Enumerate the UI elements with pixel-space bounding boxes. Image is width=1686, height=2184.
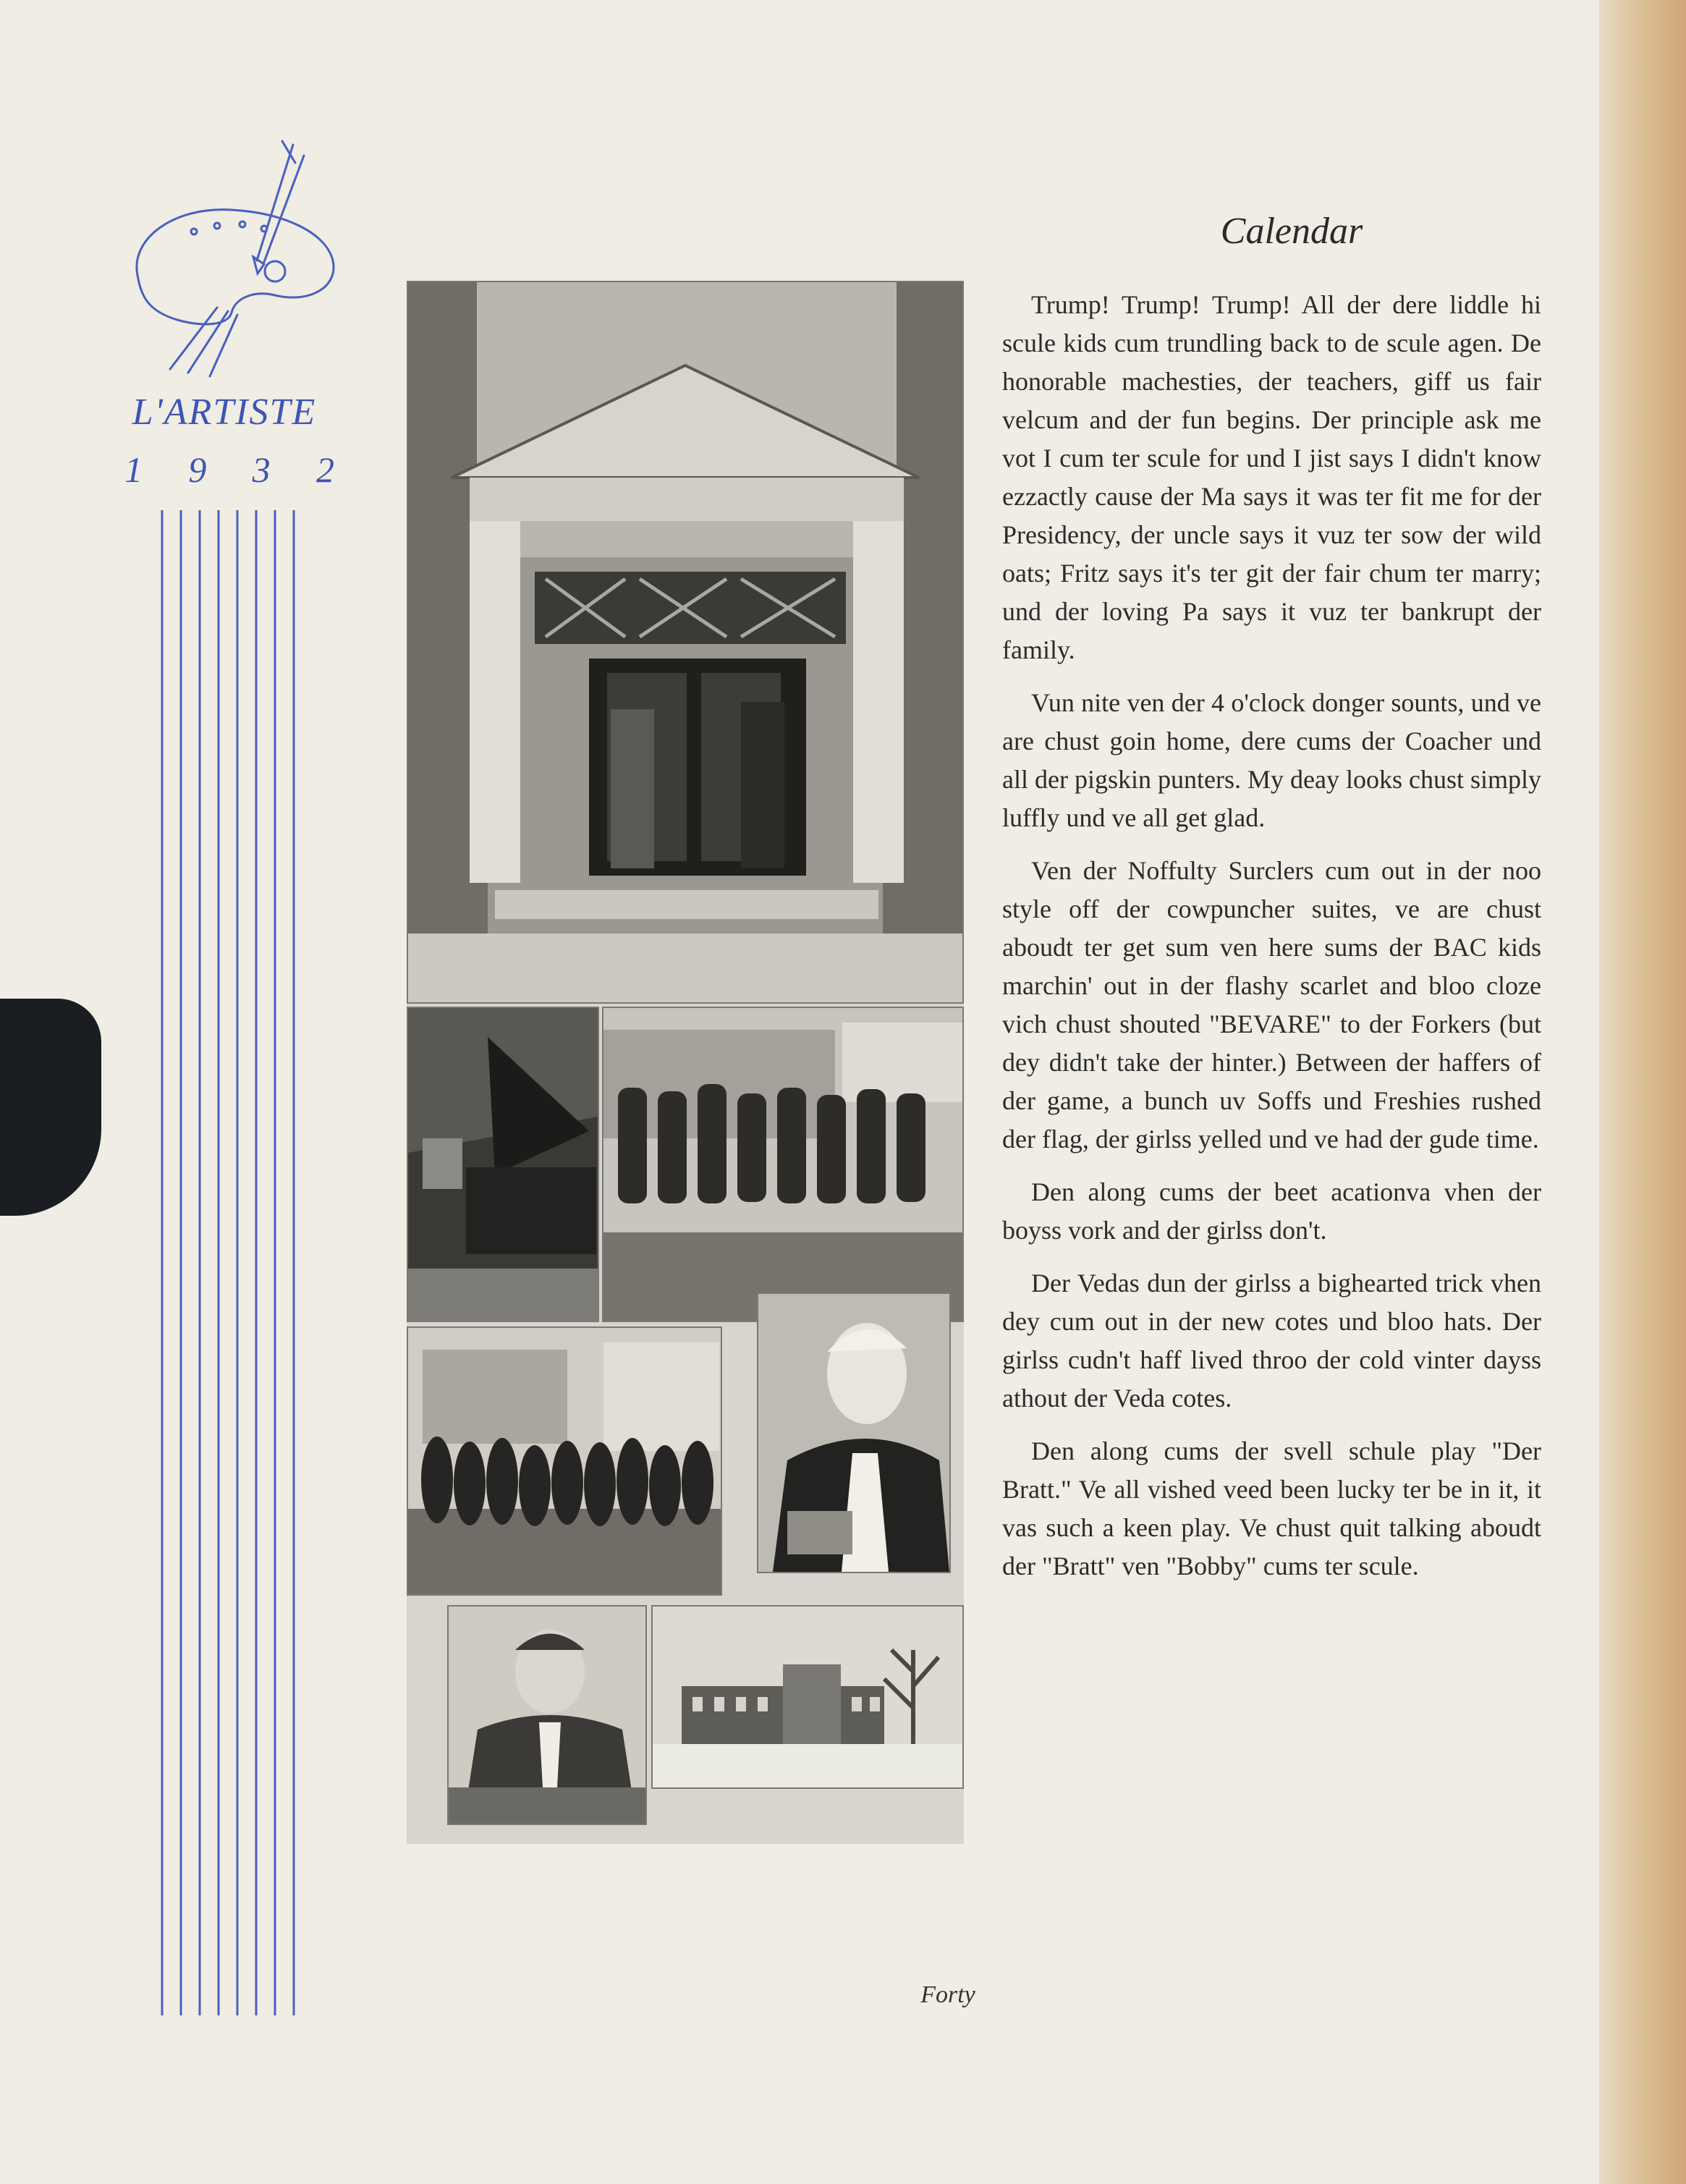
photo-school-entrance <box>407 281 964 1004</box>
article-paragraph: Vun nite ven der 4 o'clock donger sounts, und ve are chust goin home, dere cums der Coacher und all der pigskin punters. My deay looks chust simply luffly und ve all get glad. <box>1002 688 1541 832</box>
photo-man-at-desk <box>447 1605 647 1825</box>
photo-girls-group-lawn <box>407 1326 722 1596</box>
article-paragraph: Trump! Trump! Trump! All der dere liddle hi scule kids cum trundling back to de scule agen. De honorable machesties, der teachers, giff us fair velcum and der fun begins. Der principle ask me vot I cum ter scule for und I jist says I didn't know ezzactly cause der Ma says it was ter fit me for der Presidency, der uncle says it vuz ter sow der wild oats; Fritz says it's ter git der fair chum ter marry; und der loving Pa says it vuz ter bankrupt der family. <box>1002 290 1541 664</box>
article-paragraph: Der Vedas dun der girlss a bighearted trick vhen dey cum out in der new cotes und bloo hats. Der girlss cudn't haff lived throo der cold vinter dayss athout der Veda cotes. <box>1002 1269 1541 1413</box>
year-digit: 2 <box>315 449 334 490</box>
page-number: Forty <box>920 1981 975 2008</box>
yearbook-title: L'ARTISTE <box>132 391 317 433</box>
article-paragraph: Den along cums der beet acationva vhen der boyss vork and der girlss don't. <box>1002 1177 1541 1245</box>
photo-young-man-portrait <box>757 1292 951 1573</box>
photo-pianist <box>407 1007 599 1322</box>
page-edge <box>1599 0 1686 2184</box>
photo-collage <box>407 281 964 1844</box>
binder-clip-shadow <box>0 999 101 1216</box>
article-paragraph: Ven der Noffulty Surclers cum out in der noo style off der cowpuncher suites, ve are chust aboudt ter get sum ven here sums der BAC kids marchin' out in der flashy scarlet and bloo cloze vich chust shouted "BEVARE" to der Forkers (but dey didn't take der hinter.) Between der haffers of der game, a bunch uv Soffs und Freshies rushed der flag, der girlss yelled und ve had der gude time. <box>1002 856 1541 1154</box>
article-paragraph: Den along cums der svell schule play "Der Bratt." Ve all vished veed been lucky ter be in it, it vas such a keen play. Ve chust quit talking aboudt der "Bratt" ven "Bobby" cums ter scule. <box>1002 1436 1541 1580</box>
article-body <box>1002 286 1541 1600</box>
article-title: Calendar <box>1220 211 1363 252</box>
photo-girls-group-campus <box>602 1007 964 1322</box>
painters-palette-with-brushes-icon <box>109 130 369 391</box>
yearbook-year <box>124 449 334 491</box>
decorative-vertical-stripes <box>161 510 298 2015</box>
year-digit: 9 <box>188 449 207 490</box>
year-digit: 1 <box>124 449 143 490</box>
photo-school-building-winter <box>651 1605 964 1789</box>
year-digit: 3 <box>252 449 271 490</box>
